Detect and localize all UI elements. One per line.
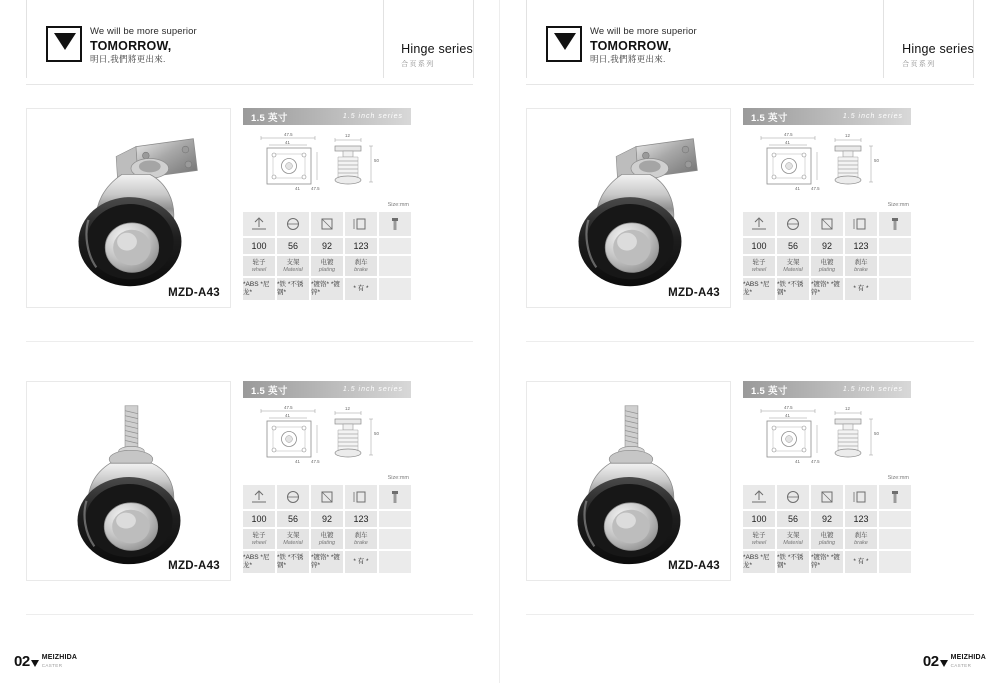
spec-size-header <box>743 108 911 125</box>
material-brake: * 有 * <box>845 551 877 573</box>
header-divider <box>526 84 974 85</box>
dimension-drawing <box>743 128 911 208</box>
brand-superline: We will be more superior <box>590 26 697 37</box>
caster-stem-illustration <box>527 382 730 580</box>
series-title: Hinge series <box>902 42 974 56</box>
header-brake: 刹车 brake <box>845 256 877 276</box>
svg-text:41: 41 <box>285 413 290 418</box>
header-material: 支架 Material <box>277 529 309 549</box>
material-bracket: *铁 *不锈钢* <box>777 551 809 573</box>
product-photo-panel <box>26 108 231 308</box>
material-wheel: *ABS *尼龙* <box>743 278 775 300</box>
triangle-logo-icon <box>46 26 82 62</box>
material-bracket: *铁 *不锈钢* <box>277 551 309 573</box>
spec-icon-row <box>743 485 911 509</box>
svg-text:47.5: 47.5 <box>784 132 793 137</box>
material-wheel: *ABS *尼龙* <box>243 278 275 300</box>
product-block-top-left <box>26 102 473 357</box>
caster-plate-illustration <box>527 109 730 307</box>
total-height-icon <box>345 485 377 509</box>
svg-text:41: 41 <box>785 140 790 145</box>
brand-text <box>90 26 197 65</box>
page-footer-right <box>923 653 986 669</box>
block-divider-right <box>526 341 974 342</box>
spec-value-row <box>743 511 911 527</box>
material-blank <box>879 278 911 300</box>
spec-panel <box>243 108 411 357</box>
spec-size-header <box>743 381 911 398</box>
spec-size-sub: 1.5 inch series <box>342 113 403 120</box>
material-blank <box>879 551 911 573</box>
spec-panel <box>743 108 911 357</box>
load-capacity-icon <box>743 485 775 509</box>
product-photo-panel <box>526 381 731 581</box>
wheel-diameter-icon <box>777 212 809 236</box>
product-block-top-right <box>526 102 974 357</box>
spec-table <box>743 485 911 573</box>
svg-text:12: 12 <box>845 133 850 138</box>
spec-material-row <box>243 551 411 573</box>
spec-table <box>243 485 411 573</box>
header-plating: 电镀 plating <box>811 256 843 276</box>
header-wheel: 轮子 wheel <box>243 256 275 276</box>
series-subtitle: 合页系列 <box>401 61 435 68</box>
material-bracket: *铁 *不锈钢* <box>777 278 809 300</box>
brand-block <box>46 26 197 65</box>
header-blank <box>879 256 911 276</box>
header-wheel: 轮子 wheel <box>743 256 775 276</box>
dimension-svg <box>743 401 911 481</box>
spec-value-row <box>243 238 411 254</box>
header-brake: 刹车 brake <box>345 529 377 549</box>
value-load: 100 <box>743 511 775 527</box>
footer-brand-sub: CASTER <box>950 663 972 668</box>
svg-text:41: 41 <box>295 186 300 191</box>
header-divider <box>26 84 473 85</box>
header-rule-mid <box>383 0 384 78</box>
brand-chinese: 明日,我們將更出來. <box>90 54 166 65</box>
svg-text:47.5: 47.5 <box>311 459 320 464</box>
header-rule-mid <box>883 0 884 78</box>
size-unit-note: Size:mm <box>387 475 409 481</box>
caster-stem-illustration <box>27 382 230 580</box>
series-block <box>902 42 974 69</box>
wheel-diameter-icon <box>777 485 809 509</box>
value-wheel-diameter: 56 <box>777 511 809 527</box>
header-rule-left <box>526 0 527 78</box>
header-brake: 刹车 brake <box>845 529 877 549</box>
header-plating: 电镀 plating <box>311 256 343 276</box>
spec-value-row <box>743 238 911 254</box>
header-plating: 电镀 plating <box>811 529 843 549</box>
total-height-icon <box>845 212 877 236</box>
plate-size-icon <box>311 485 343 509</box>
page-number: 02 <box>14 653 30 670</box>
header-plating: 电镀 plating <box>311 529 343 549</box>
wheel-diameter-icon <box>277 212 309 236</box>
spec-size: 1.5 英寸 <box>251 112 288 124</box>
spec-material-row <box>743 278 911 300</box>
material-wheel: *ABS *尼龙* <box>243 551 275 573</box>
svg-text:47.5: 47.5 <box>811 459 820 464</box>
value-wheel-diameter: 56 <box>777 238 809 254</box>
bolt-icon <box>379 212 411 236</box>
svg-text:47.5: 47.5 <box>811 186 820 191</box>
series-subtitle: 合页系列 <box>902 61 936 68</box>
material-bracket: *铁 *不锈钢* <box>277 278 309 300</box>
spec-table <box>743 212 911 300</box>
value-plate-size: 92 <box>811 511 843 527</box>
spec-size-sub: 1.5 inch series <box>842 386 903 393</box>
footer-brand-name: MEIZHIDA <box>950 654 986 661</box>
spec-header-row <box>743 256 911 276</box>
spec-size-header <box>243 381 411 398</box>
total-height-icon <box>845 485 877 509</box>
footer-brand <box>42 653 77 669</box>
dimension-svg <box>243 401 411 481</box>
value-blank <box>879 511 911 527</box>
header-wheel: 轮子 wheel <box>243 529 275 549</box>
spec-size-header <box>243 108 411 125</box>
brand-text <box>590 26 697 65</box>
material-brake: * 有 * <box>845 278 877 300</box>
spec-header-row <box>243 256 411 276</box>
svg-text:41: 41 <box>295 459 300 464</box>
size-unit-note: Size:mm <box>387 202 409 208</box>
dimension-drawing <box>743 401 911 481</box>
series-title: Hinge series <box>401 42 473 56</box>
spec-panel <box>243 381 411 630</box>
svg-text:50: 50 <box>874 431 879 436</box>
value-total-height: 123 <box>345 511 377 527</box>
plate-size-icon <box>311 212 343 236</box>
bolt-icon <box>879 485 911 509</box>
svg-text:12: 12 <box>345 133 350 138</box>
value-plate-size: 92 <box>311 238 343 254</box>
bottom-divider-left <box>26 614 473 615</box>
value-blank <box>379 511 411 527</box>
material-plating: *镀铬* *镀锌* <box>311 278 343 300</box>
bolt-icon <box>379 485 411 509</box>
load-capacity-icon <box>243 485 275 509</box>
value-blank <box>879 238 911 254</box>
material-wheel: *ABS *尼龙* <box>743 551 775 573</box>
page-header-right <box>500 0 1000 84</box>
value-plate-size: 92 <box>811 238 843 254</box>
spec-size: 1.5 英寸 <box>251 385 288 397</box>
bottom-divider-right <box>526 614 974 615</box>
svg-text:50: 50 <box>374 158 379 163</box>
header-brake: 刹车 brake <box>345 256 377 276</box>
product-photo-panel <box>26 381 231 581</box>
catalog-page-right <box>500 0 1000 683</box>
svg-text:12: 12 <box>345 406 350 411</box>
svg-text:50: 50 <box>374 431 379 436</box>
footer-brand-name: MEIZHIDA <box>41 654 78 661</box>
product-block-bottom-right <box>526 375 974 630</box>
material-blank <box>379 278 411 300</box>
brand-chinese: 明日,我們將更出來. <box>590 54 666 65</box>
triangle-logo-icon <box>546 26 582 62</box>
svg-text:47.5: 47.5 <box>284 405 293 410</box>
material-plating: *镀铬* *镀锌* <box>811 278 843 300</box>
header-rule-right <box>473 0 474 78</box>
svg-text:12: 12 <box>845 406 850 411</box>
spec-size: 1.5 英寸 <box>751 385 788 397</box>
spec-icon-row <box>243 485 411 509</box>
material-brake: * 有 * <box>345 551 377 573</box>
header-material: 支架 Material <box>277 256 309 276</box>
material-blank <box>379 551 411 573</box>
header-material: 支架 Material <box>777 529 809 549</box>
material-plating: *镀铬* *镀锌* <box>311 551 343 573</box>
plate-size-icon <box>811 485 843 509</box>
page-footer-left <box>14 653 77 669</box>
dimension-svg <box>243 128 411 208</box>
svg-text:47.5: 47.5 <box>284 132 293 137</box>
value-plate-size: 92 <box>311 511 343 527</box>
svg-text:41: 41 <box>795 459 800 464</box>
spec-size-sub: 1.5 inch series <box>342 386 403 393</box>
spec-size-sub: 1.5 inch series <box>842 113 903 120</box>
product-model-label: MZD-A43 <box>668 560 720 572</box>
product-model-label: MZD-A43 <box>168 560 220 572</box>
footer-brand <box>951 653 986 669</box>
svg-text:41: 41 <box>285 140 290 145</box>
footer-triangle-icon <box>940 660 948 667</box>
page-number: 02 <box>922 653 939 670</box>
header-rule-left <box>26 0 27 78</box>
svg-text:41: 41 <box>785 413 790 418</box>
spec-header-row <box>243 529 411 549</box>
header-blank <box>379 256 411 276</box>
svg-text:50: 50 <box>874 158 879 163</box>
header-wheel: 轮子 wheel <box>743 529 775 549</box>
value-wheel-diameter: 56 <box>277 511 309 527</box>
bolt-icon <box>879 212 911 236</box>
dimension-drawing <box>243 128 411 208</box>
value-total-height: 123 <box>845 511 877 527</box>
dimension-drawing <box>243 401 411 481</box>
spec-value-row <box>243 511 411 527</box>
value-total-height: 123 <box>845 238 877 254</box>
caster-plate-illustration <box>27 109 230 307</box>
plate-size-icon <box>811 212 843 236</box>
product-photo-panel <box>526 108 731 308</box>
product-model-label: MZD-A43 <box>668 287 720 299</box>
spec-header-row <box>743 529 911 549</box>
brand-block <box>546 26 697 65</box>
svg-text:47.5: 47.5 <box>784 405 793 410</box>
product-block-bottom-left <box>26 375 473 630</box>
value-blank <box>379 238 411 254</box>
value-load: 100 <box>743 238 775 254</box>
header-material: 支架 Material <box>777 256 809 276</box>
spec-material-row <box>743 551 911 573</box>
spec-icon-row <box>243 212 411 236</box>
header-blank <box>379 529 411 549</box>
dimension-svg <box>743 128 911 208</box>
wheel-diameter-icon <box>277 485 309 509</box>
brand-name: TOMORROW, <box>90 38 172 53</box>
spec-icon-row <box>743 212 911 236</box>
load-capacity-icon <box>243 212 275 236</box>
footer-brand-sub: CASTER <box>41 663 63 668</box>
series-block <box>401 42 473 69</box>
product-model-label: MZD-A43 <box>168 287 220 299</box>
value-wheel-diameter: 56 <box>277 238 309 254</box>
header-blank <box>879 529 911 549</box>
total-height-icon <box>345 212 377 236</box>
material-brake: * 有 * <box>345 278 377 300</box>
brand-name: TOMORROW, <box>590 38 672 53</box>
material-plating: *镀铬* *镀锌* <box>811 551 843 573</box>
spec-material-row <box>243 278 411 300</box>
svg-text:41: 41 <box>795 186 800 191</box>
value-total-height: 123 <box>345 238 377 254</box>
spec-table <box>243 212 411 300</box>
footer-triangle-icon <box>31 660 39 667</box>
brand-superline: We will be more superior <box>90 26 197 37</box>
value-load: 100 <box>243 511 275 527</box>
value-load: 100 <box>243 238 275 254</box>
size-unit-note: Size:mm <box>887 202 909 208</box>
size-unit-note: Size:mm <box>887 475 909 481</box>
spec-panel <box>743 381 911 630</box>
svg-text:47.5: 47.5 <box>311 186 320 191</box>
block-divider-left <box>26 341 473 342</box>
page-header-left <box>0 0 499 84</box>
load-capacity-icon <box>743 212 775 236</box>
spec-size: 1.5 英寸 <box>751 112 788 124</box>
